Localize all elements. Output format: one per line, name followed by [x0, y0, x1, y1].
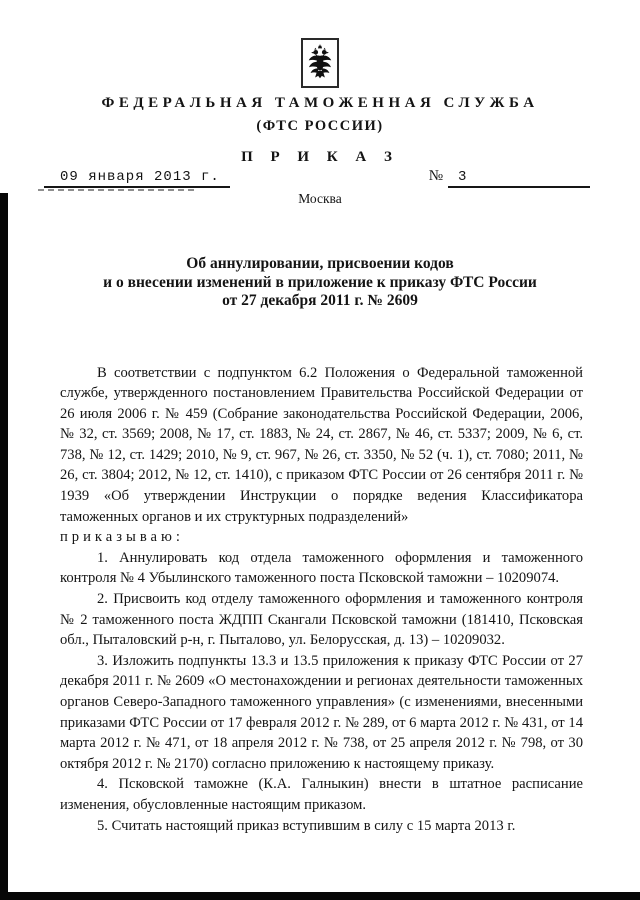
title-line-3: от 27 декабря 2011 г. № 2609 [222, 292, 418, 309]
russia-coat-of-arms-icon [301, 38, 339, 88]
scan-edge-artifact-bottom [0, 892, 640, 900]
document-header [0, 0, 640, 207]
order-item-2: 2. Присвоить код отделу таможенного оформления и таможенного контроля № 2 таможенного поста ЖДПП Скангали Псковской таможни (181410, Псковская обл., Пыталовский р-н, г. Пыталово, ул. Белорусская, д. 13) – 10209032. [60, 591, 583, 649]
date-number-row [0, 168, 640, 188]
document-main [0, 255, 640, 836]
order-item-4: 4. Псковской таможне (К.А. Галныкин) внести в штатное расписание изменения, обусловленные настоящим приказом. [60, 776, 583, 813]
scan-edge-artifact-left [0, 193, 8, 900]
document-body [60, 363, 583, 837]
date-value: 09 января 2013 г. [60, 169, 220, 185]
city-label: Москва [298, 191, 342, 206]
document-title [0, 255, 640, 311]
title-line-1: Об аннулировании, присвоении кодов [186, 255, 454, 272]
paragraph-preamble: В соответствии с подпунктом 6.2 Положения о Федеральной таможенной службе, утвержденного постановлением Правительства Российской Федерации от 26 июля 2006 г. № 459 (Собрание законодательства Российской Федерации, 2006, № 32, ст. 3569; 2008, № 17, ст. 1883, № 24, ст. 2867, № 46, ст. 5337; 2009, № 6, ст. 738, № 12, ст. 1429; 2010, № 9, ст. 967, № 26, ст. 3350, № 52 (ч. 1), ст. 7080; 2011, № 26, ст. 3804; 2012, № 12, ст. 1410), с приказом ФТС России от 26 сентября 2011 г. № 1939 «Об утверждении Инструкции о порядке ведения Классификатора таможенных органов и их структурных подразделений» [60, 364, 583, 525]
document-type-label: П Р И К А З [241, 149, 399, 165]
decree-word: приказываю: [60, 529, 184, 546]
org-name: ФЕДЕРАЛЬНАЯ ТАМОЖЕННАЯ СЛУЖБА [101, 95, 539, 111]
order-item-3: 3. Изложить подпункты 13.3 и 13.5 приложения к приказу ФТС России от 27 декабря 2011 г. № 2609 «О местонахождении и регионах деятельности таможенных органов Северо-Западного таможенного управления» (с изменениями, внесенными приказами ФТС России от 17 февраля 2012 г. № 289, от 6 марта 2012 г. № 431, от 14 марта 2012 г. № 471, от 18 апреля 2012 г. № 738, от 25 апреля 2012 г. № 798, от 30 октября 2012 г. № 2170) согласно приложению к настоящему приказу. [60, 652, 583, 772]
order-item-5: 5. Считать настоящий приказ вступившим в силу с 15 марта 2013 г. [97, 817, 516, 834]
title-line-2: и о внесении изменений в приложение к приказу ФТС России [103, 273, 537, 291]
number-sign: № [428, 168, 443, 184]
number-value: 3 [448, 169, 590, 188]
org-abbreviation: (ФТС РОССИИ) [256, 118, 384, 134]
order-item-1: 1. Аннулировать код отдела таможенного оформления и таможенного контроля № 4 Убылинского таможенного поста Псковской таможни – 10209074. [60, 549, 583, 587]
number-field [429, 168, 590, 188]
date-field [44, 169, 230, 188]
